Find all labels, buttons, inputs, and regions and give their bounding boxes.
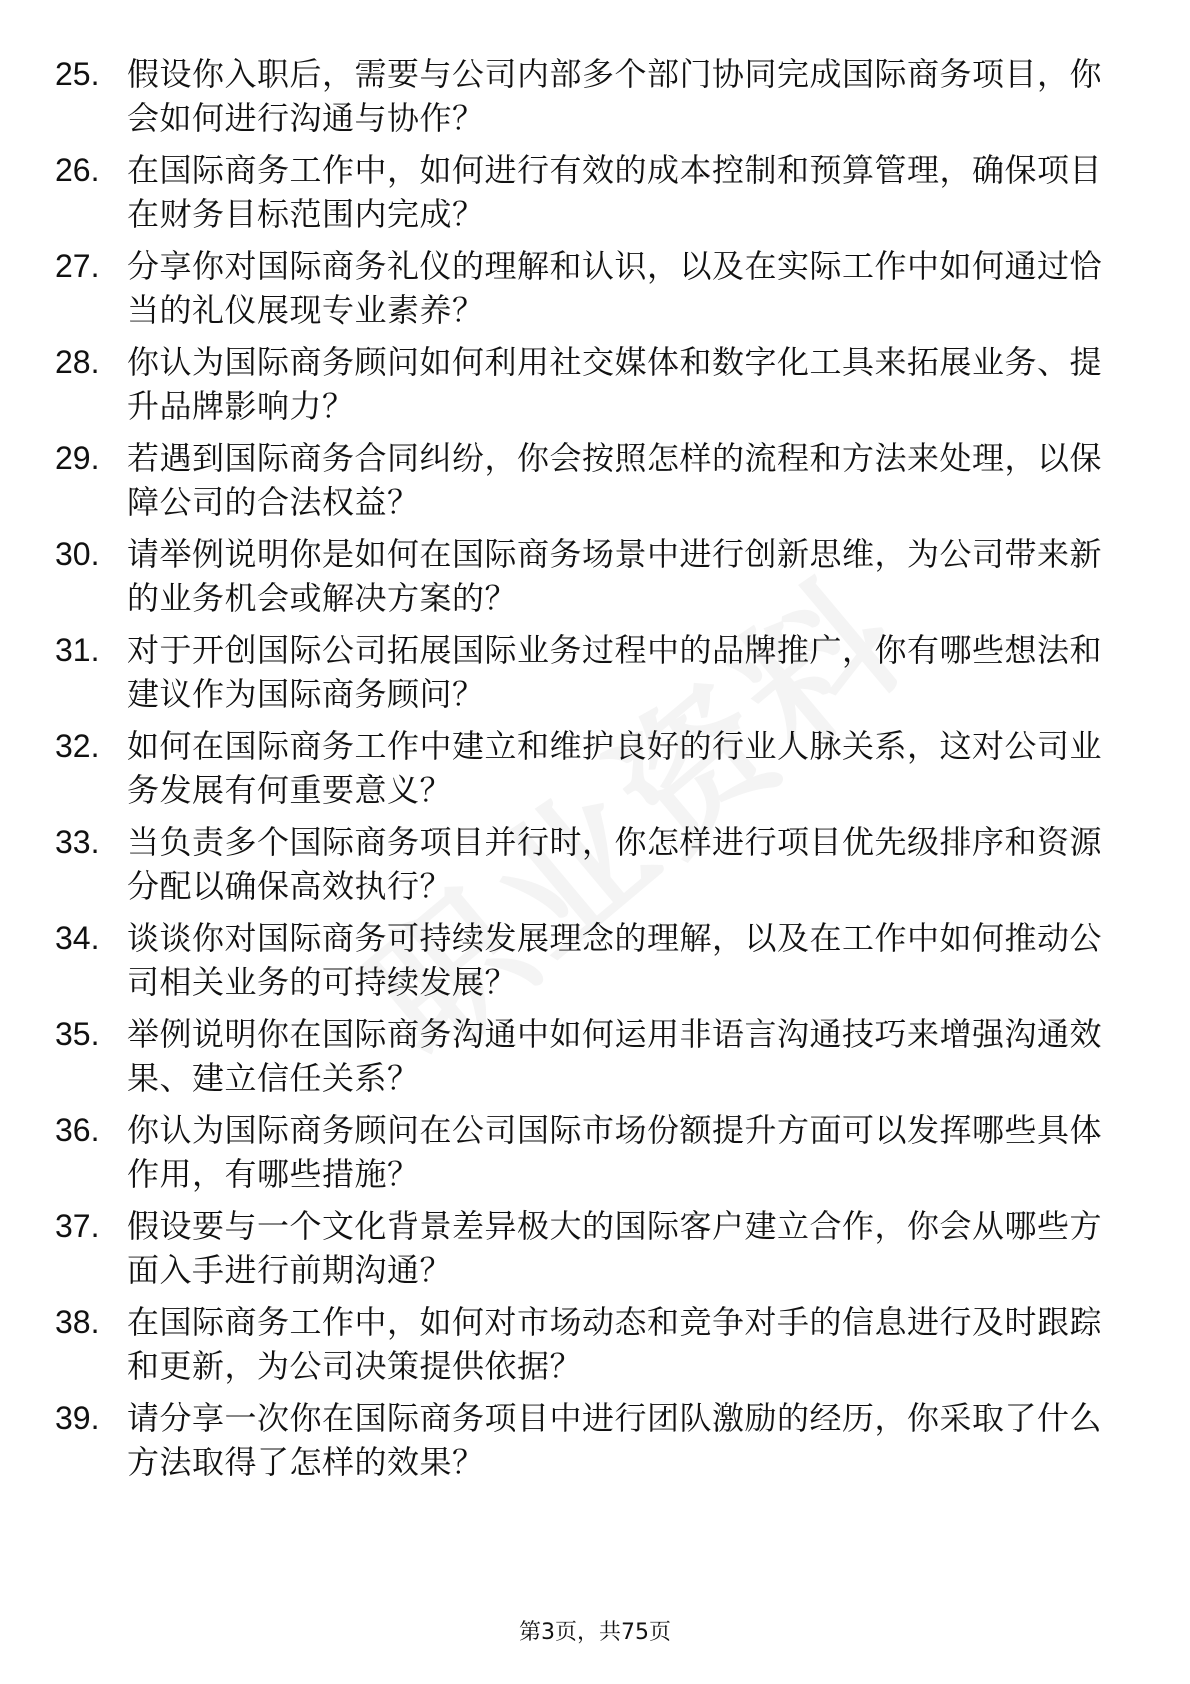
question-number: 30. (55, 536, 100, 572)
question-item (55, 820, 1115, 916)
question-item (55, 244, 1115, 340)
question-text: 分享你对国际商务礼仪的理解和认识，以及在实际工作中如何通过恰当的礼仪展现专业素养？ (127, 247, 1103, 329)
question-item (55, 916, 1115, 1012)
question-number: 25. (55, 56, 100, 92)
question-item (55, 1204, 1115, 1300)
question-item (55, 148, 1115, 244)
question-number: 31. (55, 632, 100, 668)
question-text: 你认为国际商务顾问如何利用社交媒体和数字化工具来拓展业务、提升品牌影响力？ (127, 343, 1103, 425)
question-number: 27. (55, 248, 100, 284)
page-footer: 第3页，共75页 (519, 1620, 671, 1645)
question-text: 假设要与一个文化背景差异极大的国际客户建立合作，你会从哪些方面入手进行前期沟通？ (127, 1207, 1103, 1289)
question-item (55, 1012, 1115, 1108)
question-item (55, 52, 1115, 148)
question-text: 若遇到国际商务合同纠纷，你会按照怎样的流程和方法来处理，以保障公司的合法权益？ (127, 439, 1103, 521)
question-item (55, 1396, 1115, 1492)
question-number: 33. (55, 824, 100, 860)
question-text: 谈谈你对国际商务可持续发展理念的理解，以及在工作中如何推动公司相关业务的可持续发展？ (127, 919, 1103, 1001)
question-item (55, 340, 1115, 436)
question-list (55, 52, 1115, 1492)
question-number: 32. (55, 728, 100, 764)
question-number: 29. (55, 440, 100, 476)
question-item (55, 1300, 1115, 1396)
question-number: 39. (55, 1400, 100, 1436)
question-number: 34. (55, 920, 100, 956)
question-text: 你认为国际商务顾问在公司国际市场份额提升方面可以发挥哪些具体作用，有哪些措施？ (127, 1111, 1103, 1193)
question-number: 37. (55, 1208, 100, 1244)
question-item (55, 532, 1115, 628)
question-number: 38. (55, 1304, 100, 1340)
question-number: 28. (55, 344, 100, 380)
question-text: 请分享一次你在国际商务项目中进行团队激励的经历，你采取了什么方法取得了怎样的效果？ (127, 1399, 1103, 1481)
question-text: 对于开创国际公司拓展国际业务过程中的品牌推广，你有哪些想法和建议作为国际商务顾问？ (127, 631, 1103, 713)
question-text: 在国际商务工作中，如何进行有效的成本控制和预算管理，确保项目在财务目标范围内完成？ (127, 151, 1103, 233)
question-text: 请举例说明你是如何在国际商务场景中进行创新思维，为公司带来新的业务机会或解决方案的？ (127, 535, 1103, 617)
question-number: 36. (55, 1112, 100, 1148)
question-text: 假设你入职后，需要与公司内部多个部门协同完成国际商务项目，你会如何进行沟通与协作？ (127, 55, 1103, 137)
question-text: 在国际商务工作中，如何对市场动态和竞争对手的信息进行及时跟踪和更新，为公司决策提供依据？ (127, 1303, 1103, 1385)
question-item (55, 724, 1115, 820)
question-text: 如何在国际商务工作中建立和维护良好的行业人脉关系，这对公司业务发展有何重要意义？ (127, 727, 1103, 809)
question-item (55, 628, 1115, 724)
question-text: 举例说明你在国际商务沟通中如何运用非语言沟通技巧来增强沟通效果、建立信任关系？ (127, 1015, 1103, 1097)
question-number: 26. (55, 152, 100, 188)
question-item (55, 436, 1115, 532)
question-number: 35. (55, 1016, 100, 1052)
question-text: 当负责多个国际商务项目并行时，你怎样进行项目优先级排序和资源分配以确保高效执行？ (127, 823, 1103, 905)
question-item (55, 1108, 1115, 1204)
